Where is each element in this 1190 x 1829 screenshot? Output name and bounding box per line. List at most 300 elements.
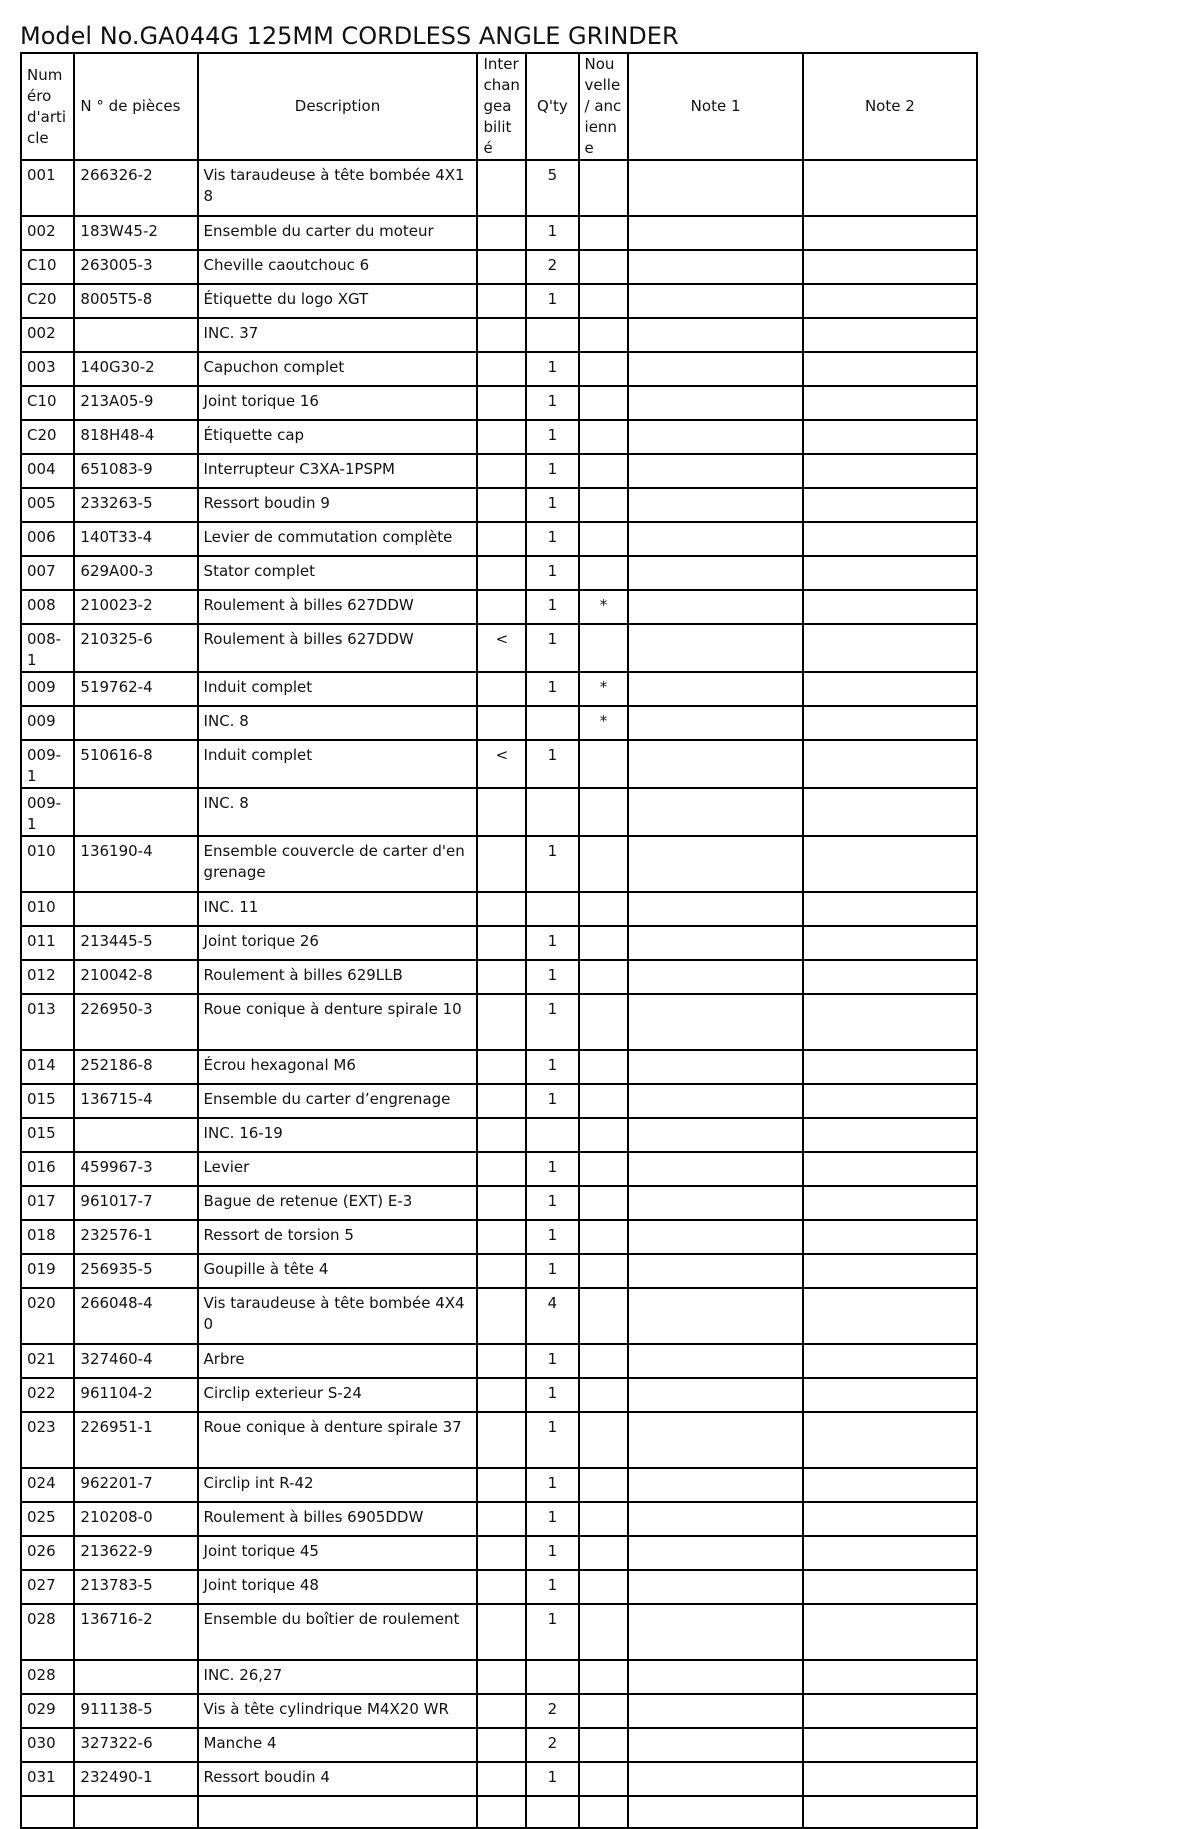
cell-part-number: 651083-9 <box>74 454 197 488</box>
cell-interchangeability <box>477 1050 526 1084</box>
cell-description: INC. 8 <box>198 706 478 740</box>
cell-part-number: 266048-4 <box>74 1288 197 1344</box>
cell-part-number <box>74 788 197 836</box>
cell-quantity: 1 <box>526 624 578 672</box>
cell-quantity <box>526 892 578 926</box>
table-row <box>21 216 977 250</box>
table-row <box>21 352 977 386</box>
cell-interchangeability <box>477 488 526 522</box>
cell-new-old <box>579 1288 629 1344</box>
cell-part-number: 226950-3 <box>74 994 197 1050</box>
cell-description: INC. 11 <box>198 892 478 926</box>
cell-note-1 <box>628 590 802 624</box>
cell-description: Roulement à billes 6905DDW <box>198 1502 478 1536</box>
table-row <box>21 284 977 318</box>
cell-new-old <box>579 740 629 788</box>
cell-interchangeability <box>477 1288 526 1344</box>
cell-note-2 <box>803 836 977 892</box>
table-row <box>21 836 977 892</box>
cell-item-number: 019 <box>21 1254 74 1288</box>
cell-note-2 <box>803 1118 977 1152</box>
cell-description: Circlip int R-42 <box>198 1468 478 1502</box>
cell-interchangeability <box>477 892 526 926</box>
table-row <box>21 892 977 926</box>
cell-new-old <box>579 1570 629 1604</box>
cell-new-old <box>579 1186 629 1220</box>
cell-note-2 <box>803 1502 977 1536</box>
cell-description: Joint torique 45 <box>198 1536 478 1570</box>
cell-part-number: 263005-3 <box>74 250 197 284</box>
cell-quantity: 1 <box>526 556 578 590</box>
cell-quantity: 1 <box>526 1570 578 1604</box>
cell-note-1 <box>628 1378 802 1412</box>
cell-new-old <box>579 1660 629 1694</box>
table-row <box>21 1570 977 1604</box>
cell-note-2 <box>803 1288 977 1344</box>
cell-part-number: 136190-4 <box>74 836 197 892</box>
table-row <box>21 960 977 994</box>
cell-quantity: 1 <box>526 926 578 960</box>
cell-description: Ressort boudin 9 <box>198 488 478 522</box>
cell-note-1 <box>628 454 802 488</box>
cell-quantity: 1 <box>526 960 578 994</box>
cell-new-old <box>579 1728 629 1762</box>
cell-description: Interrupteur C3XA-1PSPM <box>198 454 478 488</box>
cell-note-1 <box>628 250 802 284</box>
cell-interchangeability <box>477 1536 526 1570</box>
cell-new-old <box>579 892 629 926</box>
cell-quantity: 1 <box>526 1220 578 1254</box>
cell-note-1 <box>628 1118 802 1152</box>
cell-interchangeability <box>477 522 526 556</box>
cell-note-1 <box>628 672 802 706</box>
cell-quantity: 1 <box>526 454 578 488</box>
cell-description: Roulement à billes 627DDW <box>198 590 478 624</box>
cell-new-old <box>579 960 629 994</box>
cell-new-old <box>579 788 629 836</box>
table-row <box>21 1220 977 1254</box>
table-row <box>21 454 977 488</box>
cell-part-number: 213783-5 <box>74 1570 197 1604</box>
cell-interchangeability <box>477 1412 526 1468</box>
header-item-number: Numéro d'article <box>21 53 74 160</box>
cell-note-1 <box>628 1694 802 1728</box>
cell-quantity: 1 <box>526 284 578 318</box>
table-row <box>21 740 977 788</box>
table-row-partial <box>21 1796 977 1828</box>
cell-interchangeability <box>477 590 526 624</box>
cell-quantity: 4 <box>526 1288 578 1344</box>
cell-description: Étiquette cap <box>198 420 478 454</box>
cell-quantity: 1 <box>526 1536 578 1570</box>
cell-item-number: 017 <box>21 1186 74 1220</box>
cell-part-number <box>74 1660 197 1694</box>
cell-note-2 <box>803 994 977 1050</box>
cell-note-2 <box>803 892 977 926</box>
cell-part-number: 140G30-2 <box>74 352 197 386</box>
cell-interchangeability <box>477 994 526 1050</box>
cell-new-old <box>579 1118 629 1152</box>
cell-new-old <box>579 1220 629 1254</box>
table-row <box>21 1412 977 1468</box>
cell-note-2 <box>803 386 977 420</box>
table-row <box>21 1502 977 1536</box>
cell-item-number: 028 <box>21 1604 74 1660</box>
cell-new-old <box>579 1694 629 1728</box>
cell-description: Vis taraudeuse à tête bombée 4X18 <box>198 160 478 216</box>
cell-note-2 <box>803 590 977 624</box>
cell-description: Induit complet <box>198 672 478 706</box>
cell-quantity: 1 <box>526 352 578 386</box>
cell-part-number: 232576-1 <box>74 1220 197 1254</box>
cell-quantity: 1 <box>526 1378 578 1412</box>
cell-description: INC. 37 <box>198 318 478 352</box>
cell-part-number: 226951-1 <box>74 1412 197 1468</box>
cell-new-old <box>579 624 629 672</box>
cell-note-1 <box>628 216 802 250</box>
cell-new-old <box>579 352 629 386</box>
cell-note-1 <box>628 1536 802 1570</box>
cell-interchangeability <box>477 1084 526 1118</box>
cell-description: Circlip exterieur S-24 <box>198 1378 478 1412</box>
cell-description: Roue conique à denture spirale 37 <box>198 1412 478 1468</box>
cell-item-number: 016 <box>21 1152 74 1186</box>
cell-quantity: 1 <box>526 1186 578 1220</box>
cell-item-number: 023 <box>21 1412 74 1468</box>
cell-note-2 <box>803 1762 977 1796</box>
cell-interchangeability <box>477 1660 526 1694</box>
header-row <box>21 53 977 160</box>
cell-interchangeability <box>477 1344 526 1378</box>
cell-description: Écrou hexagonal M6 <box>198 1050 478 1084</box>
cell-quantity <box>526 1118 578 1152</box>
cell-part-number: 266326-2 <box>74 160 197 216</box>
cell-item-number: 030 <box>21 1728 74 1762</box>
cell-quantity: 2 <box>526 1694 578 1728</box>
table-row <box>21 1186 977 1220</box>
cell-quantity: 1 <box>526 1254 578 1288</box>
cell-item-number: 009 <box>21 706 74 740</box>
cell-part-number: 629A00-3 <box>74 556 197 590</box>
cell-interchangeability <box>477 1762 526 1796</box>
cell-new-old <box>579 1344 629 1378</box>
cell-quantity: 1 <box>526 1084 578 1118</box>
table-row <box>21 1762 977 1796</box>
cell-item-number: 029 <box>21 1694 74 1728</box>
empty-cell <box>628 1796 802 1828</box>
cell-note-1 <box>628 420 802 454</box>
cell-description: INC. 26,27 <box>198 1660 478 1694</box>
cell-item-number: 006 <box>21 522 74 556</box>
cell-part-number: 140T33-4 <box>74 522 197 556</box>
cell-new-old <box>579 454 629 488</box>
cell-note-1 <box>628 1288 802 1344</box>
cell-new-old <box>579 1152 629 1186</box>
empty-cell <box>803 1796 977 1828</box>
cell-quantity: 1 <box>526 994 578 1050</box>
cell-quantity: 1 <box>526 1502 578 1536</box>
cell-interchangeability <box>477 1694 526 1728</box>
cell-description: Joint torique 16 <box>198 386 478 420</box>
header-part-number: N ° de pièces <box>74 53 197 160</box>
cell-item-number: C10 <box>21 250 74 284</box>
cell-new-old <box>579 926 629 960</box>
cell-new-old <box>579 1412 629 1468</box>
cell-part-number: 136715-4 <box>74 1084 197 1118</box>
cell-interchangeability <box>477 386 526 420</box>
cell-note-1 <box>628 1152 802 1186</box>
table-row <box>21 318 977 352</box>
cell-note-1 <box>628 706 802 740</box>
cell-note-2 <box>803 1220 977 1254</box>
cell-item-number: 025 <box>21 1502 74 1536</box>
cell-new-old <box>579 836 629 892</box>
cell-new-old <box>579 420 629 454</box>
cell-note-2 <box>803 488 977 522</box>
cell-description: Induit complet <box>198 740 478 788</box>
cell-item-number: 009-1 <box>21 788 74 836</box>
cell-note-2 <box>803 960 977 994</box>
cell-quantity: 1 <box>526 1050 578 1084</box>
cell-quantity: 1 <box>526 1468 578 1502</box>
cell-note-1 <box>628 1468 802 1502</box>
cell-new-old <box>579 1762 629 1796</box>
cell-description: Arbre <box>198 1344 478 1378</box>
cell-quantity: 1 <box>526 420 578 454</box>
cell-part-number: 911138-5 <box>74 1694 197 1728</box>
cell-part-number: 961104-2 <box>74 1378 197 1412</box>
cell-part-number: 210023-2 <box>74 590 197 624</box>
cell-quantity: 1 <box>526 590 578 624</box>
cell-description: Roulement à billes 629LLB <box>198 960 478 994</box>
cell-note-2 <box>803 216 977 250</box>
cell-note-1 <box>628 740 802 788</box>
cell-item-number: 013 <box>21 994 74 1050</box>
cell-part-number: 210208-0 <box>74 1502 197 1536</box>
cell-note-1 <box>628 1502 802 1536</box>
table-row <box>21 788 977 836</box>
cell-note-1 <box>628 1084 802 1118</box>
cell-note-2 <box>803 160 977 216</box>
empty-cell <box>198 1796 478 1828</box>
table-row <box>21 1344 977 1378</box>
table-row <box>21 672 977 706</box>
cell-item-number: 001 <box>21 160 74 216</box>
cell-new-old <box>579 1536 629 1570</box>
cell-part-number: 459967-3 <box>74 1152 197 1186</box>
table-row <box>21 706 977 740</box>
cell-item-number: 028 <box>21 1660 74 1694</box>
cell-part-number: 213622-9 <box>74 1536 197 1570</box>
cell-quantity <box>526 788 578 836</box>
cell-description: Ensemble du carter d’engrenage <box>198 1084 478 1118</box>
cell-interchangeability <box>477 318 526 352</box>
cell-part-number: 961017-7 <box>74 1186 197 1220</box>
cell-quantity: 1 <box>526 1344 578 1378</box>
table-row <box>21 1050 977 1084</box>
cell-part-number: 519762-4 <box>74 672 197 706</box>
cell-part-number: 252186-8 <box>74 1050 197 1084</box>
cell-part-number: 210042-8 <box>74 960 197 994</box>
cell-interchangeability <box>477 420 526 454</box>
header-new-old: Nouvelle / ancienne <box>579 53 629 160</box>
cell-item-number: 027 <box>21 1570 74 1604</box>
table-row <box>21 556 977 590</box>
cell-note-1 <box>628 1254 802 1288</box>
cell-description: Stator complet <box>198 556 478 590</box>
cell-new-old: * <box>579 672 629 706</box>
table-header <box>21 53 977 160</box>
cell-part-number: 213445-5 <box>74 926 197 960</box>
cell-interchangeability <box>477 250 526 284</box>
cell-description: INC. 16-19 <box>198 1118 478 1152</box>
cell-note-2 <box>803 1468 977 1502</box>
cell-description: INC. 8 <box>198 788 478 836</box>
cell-quantity: 1 <box>526 386 578 420</box>
cell-note-2 <box>803 352 977 386</box>
cell-interchangeability <box>477 1570 526 1604</box>
cell-item-number: 008-1 <box>21 624 74 672</box>
table-row <box>21 1254 977 1288</box>
cell-new-old <box>579 386 629 420</box>
cell-new-old <box>579 488 629 522</box>
cell-new-old <box>579 318 629 352</box>
empty-cell <box>477 1796 526 1828</box>
table-row <box>21 488 977 522</box>
table-row <box>21 1604 977 1660</box>
cell-new-old <box>579 250 629 284</box>
table-row <box>21 522 977 556</box>
parts-table <box>20 52 978 1829</box>
empty-cell <box>21 1796 74 1828</box>
cell-new-old <box>579 522 629 556</box>
cell-part-number: 256935-5 <box>74 1254 197 1288</box>
cell-item-number: 024 <box>21 1468 74 1502</box>
cell-interchangeability <box>477 1254 526 1288</box>
cell-part-number: 233263-5 <box>74 488 197 522</box>
cell-note-2 <box>803 1084 977 1118</box>
cell-note-1 <box>628 892 802 926</box>
cell-item-number: 012 <box>21 960 74 994</box>
cell-interchangeability <box>477 1118 526 1152</box>
cell-item-number: 018 <box>21 1220 74 1254</box>
cell-note-2 <box>803 318 977 352</box>
cell-new-old <box>579 1468 629 1502</box>
cell-item-number: 007 <box>21 556 74 590</box>
cell-item-number: 015 <box>21 1118 74 1152</box>
cell-item-number: 020 <box>21 1288 74 1344</box>
cell-note-2 <box>803 1378 977 1412</box>
cell-item-number: 021 <box>21 1344 74 1378</box>
cell-note-2 <box>803 420 977 454</box>
cell-note-2 <box>803 1660 977 1694</box>
cell-quantity: 1 <box>526 488 578 522</box>
cell-quantity: 1 <box>526 1604 578 1660</box>
cell-part-number: 962201-7 <box>74 1468 197 1502</box>
cell-interchangeability: < <box>477 740 526 788</box>
cell-note-2 <box>803 1412 977 1468</box>
cell-new-old <box>579 994 629 1050</box>
cell-item-number: 015 <box>21 1084 74 1118</box>
cell-description: Vis taraudeuse à tête bombée 4X40 <box>198 1288 478 1344</box>
cell-note-2 <box>803 1254 977 1288</box>
cell-quantity: 1 <box>526 672 578 706</box>
empty-cell <box>74 1796 197 1828</box>
cell-quantity <box>526 318 578 352</box>
cell-new-old <box>579 1084 629 1118</box>
cell-quantity: 1 <box>526 1762 578 1796</box>
cell-interchangeability <box>477 352 526 386</box>
cell-note-2 <box>803 454 977 488</box>
table-row <box>21 1660 977 1694</box>
cell-description: Levier de commutation complète <box>198 522 478 556</box>
cell-note-1 <box>628 1050 802 1084</box>
cell-interchangeability: < <box>477 624 526 672</box>
table-row <box>21 1536 977 1570</box>
cell-item-number: 010 <box>21 836 74 892</box>
cell-note-2 <box>803 556 977 590</box>
header-quantity: Q'ty <box>526 53 578 160</box>
cell-note-2 <box>803 624 977 672</box>
cell-interchangeability <box>477 1220 526 1254</box>
cell-description: Cheville caoutchouc 6 <box>198 250 478 284</box>
cell-interchangeability <box>477 960 526 994</box>
cell-quantity: 5 <box>526 160 578 216</box>
cell-part-number: 210325-6 <box>74 624 197 672</box>
cell-interchangeability <box>477 1152 526 1186</box>
cell-note-1 <box>628 318 802 352</box>
cell-description: Ensemble couvercle de carter d'engrenage <box>198 836 478 892</box>
cell-description: Étiquette du logo XGT <box>198 284 478 318</box>
header-interchangeability: Interchangeabilité <box>477 53 526 160</box>
cell-note-1 <box>628 960 802 994</box>
cell-note-2 <box>803 284 977 318</box>
cell-note-1 <box>628 1412 802 1468</box>
cell-new-old <box>579 1378 629 1412</box>
cell-note-2 <box>803 1186 977 1220</box>
cell-note-2 <box>803 522 977 556</box>
cell-note-1 <box>628 926 802 960</box>
table-row <box>21 590 977 624</box>
empty-cell <box>579 1796 629 1828</box>
cell-interchangeability <box>477 556 526 590</box>
cell-new-old <box>579 1050 629 1084</box>
cell-note-1 <box>628 788 802 836</box>
cell-quantity: 1 <box>526 740 578 788</box>
cell-note-1 <box>628 836 802 892</box>
cell-description: Ressort de torsion 5 <box>198 1220 478 1254</box>
cell-part-number: 327322-6 <box>74 1728 197 1762</box>
cell-item-number: 002 <box>21 318 74 352</box>
cell-new-old <box>579 160 629 216</box>
header-note-2: Note 2 <box>803 53 977 160</box>
cell-new-old <box>579 1254 629 1288</box>
cell-interchangeability <box>477 788 526 836</box>
cell-description: Manche 4 <box>198 1728 478 1762</box>
cell-note-1 <box>628 1220 802 1254</box>
table-row <box>21 926 977 960</box>
cell-note-2 <box>803 1536 977 1570</box>
cell-new-old <box>579 1502 629 1536</box>
cell-note-1 <box>628 1762 802 1796</box>
cell-part-number: 136716-2 <box>74 1604 197 1660</box>
cell-item-number: 005 <box>21 488 74 522</box>
cell-part-number <box>74 318 197 352</box>
cell-note-1 <box>628 1570 802 1604</box>
table-row <box>21 160 977 216</box>
cell-description: Ressort boudin 4 <box>198 1762 478 1796</box>
cell-part-number: 818H48-4 <box>74 420 197 454</box>
